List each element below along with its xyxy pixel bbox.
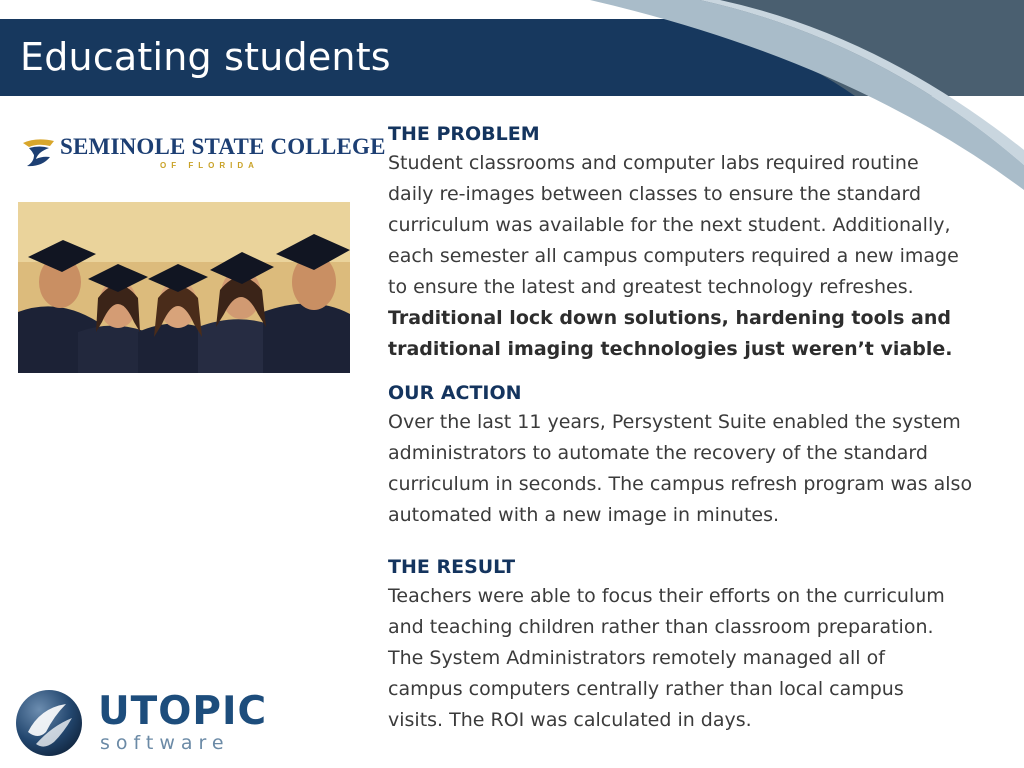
problem-line: to ensure the latest and greatest technology refreshes. bbox=[388, 276, 914, 298]
action-line: automated with a new image in minutes. bbox=[388, 504, 780, 526]
seminole-subtitle: OF FLORIDA bbox=[160, 161, 259, 170]
seminole-swoosh-icon bbox=[20, 134, 56, 170]
action-line: Over the last 11 years, Persystent Suite enabled the system bbox=[388, 411, 961, 433]
seminole-state-college-logo bbox=[20, 130, 386, 180]
action-line: curriculum in seconds. The campus refresh program was also bbox=[388, 473, 973, 495]
action-section bbox=[388, 379, 1022, 531]
result-line: and teaching children rather than classroom preparation. bbox=[388, 616, 934, 638]
result-line: The System Administrators remotely managed all of bbox=[388, 647, 885, 669]
problem-heading: THE PROBLEM bbox=[388, 123, 540, 145]
problem-line: each semester all campus computers required a new image bbox=[388, 245, 959, 267]
action-body bbox=[388, 407, 1022, 531]
utopic-subtitle: software bbox=[100, 732, 230, 754]
problem-section bbox=[388, 120, 1022, 365]
action-line: administrators to automate the recovery of the standard bbox=[388, 442, 928, 464]
problem-emphasis-line: traditional imaging technologies just weren’t viable. bbox=[388, 338, 953, 360]
graduates-photo bbox=[18, 202, 350, 373]
graduates-illustration bbox=[18, 202, 350, 373]
seminole-name: SEMINOLE STATE COLLEGE bbox=[60, 134, 386, 159]
result-line: campus computers centrally rather than local campus bbox=[388, 678, 904, 700]
problem-body bbox=[388, 148, 1022, 365]
problem-line: daily re-images between classes to ensure the standard bbox=[388, 183, 922, 205]
problem-emphasis-line: Traditional lock down solutions, hardening tools and bbox=[388, 307, 952, 329]
result-line: visits. The ROI was calculated in days. bbox=[388, 709, 752, 731]
slide-title: Educating students bbox=[20, 35, 391, 79]
problem-line: curriculum was available for the next student. Additionally, bbox=[388, 214, 951, 236]
utopic-name: UTOPIC bbox=[98, 689, 268, 734]
problem-line: Student classrooms and computer labs required routine bbox=[388, 152, 919, 174]
utopic-software-logo bbox=[14, 688, 268, 760]
result-body bbox=[388, 581, 1022, 736]
action-heading: OUR ACTION bbox=[388, 382, 522, 404]
result-heading: THE RESULT bbox=[388, 556, 516, 578]
result-section bbox=[388, 553, 1022, 736]
result-line: Teachers were able to focus their efforts on the curriculum bbox=[388, 585, 945, 607]
utopic-sphere-icon bbox=[14, 688, 84, 758]
